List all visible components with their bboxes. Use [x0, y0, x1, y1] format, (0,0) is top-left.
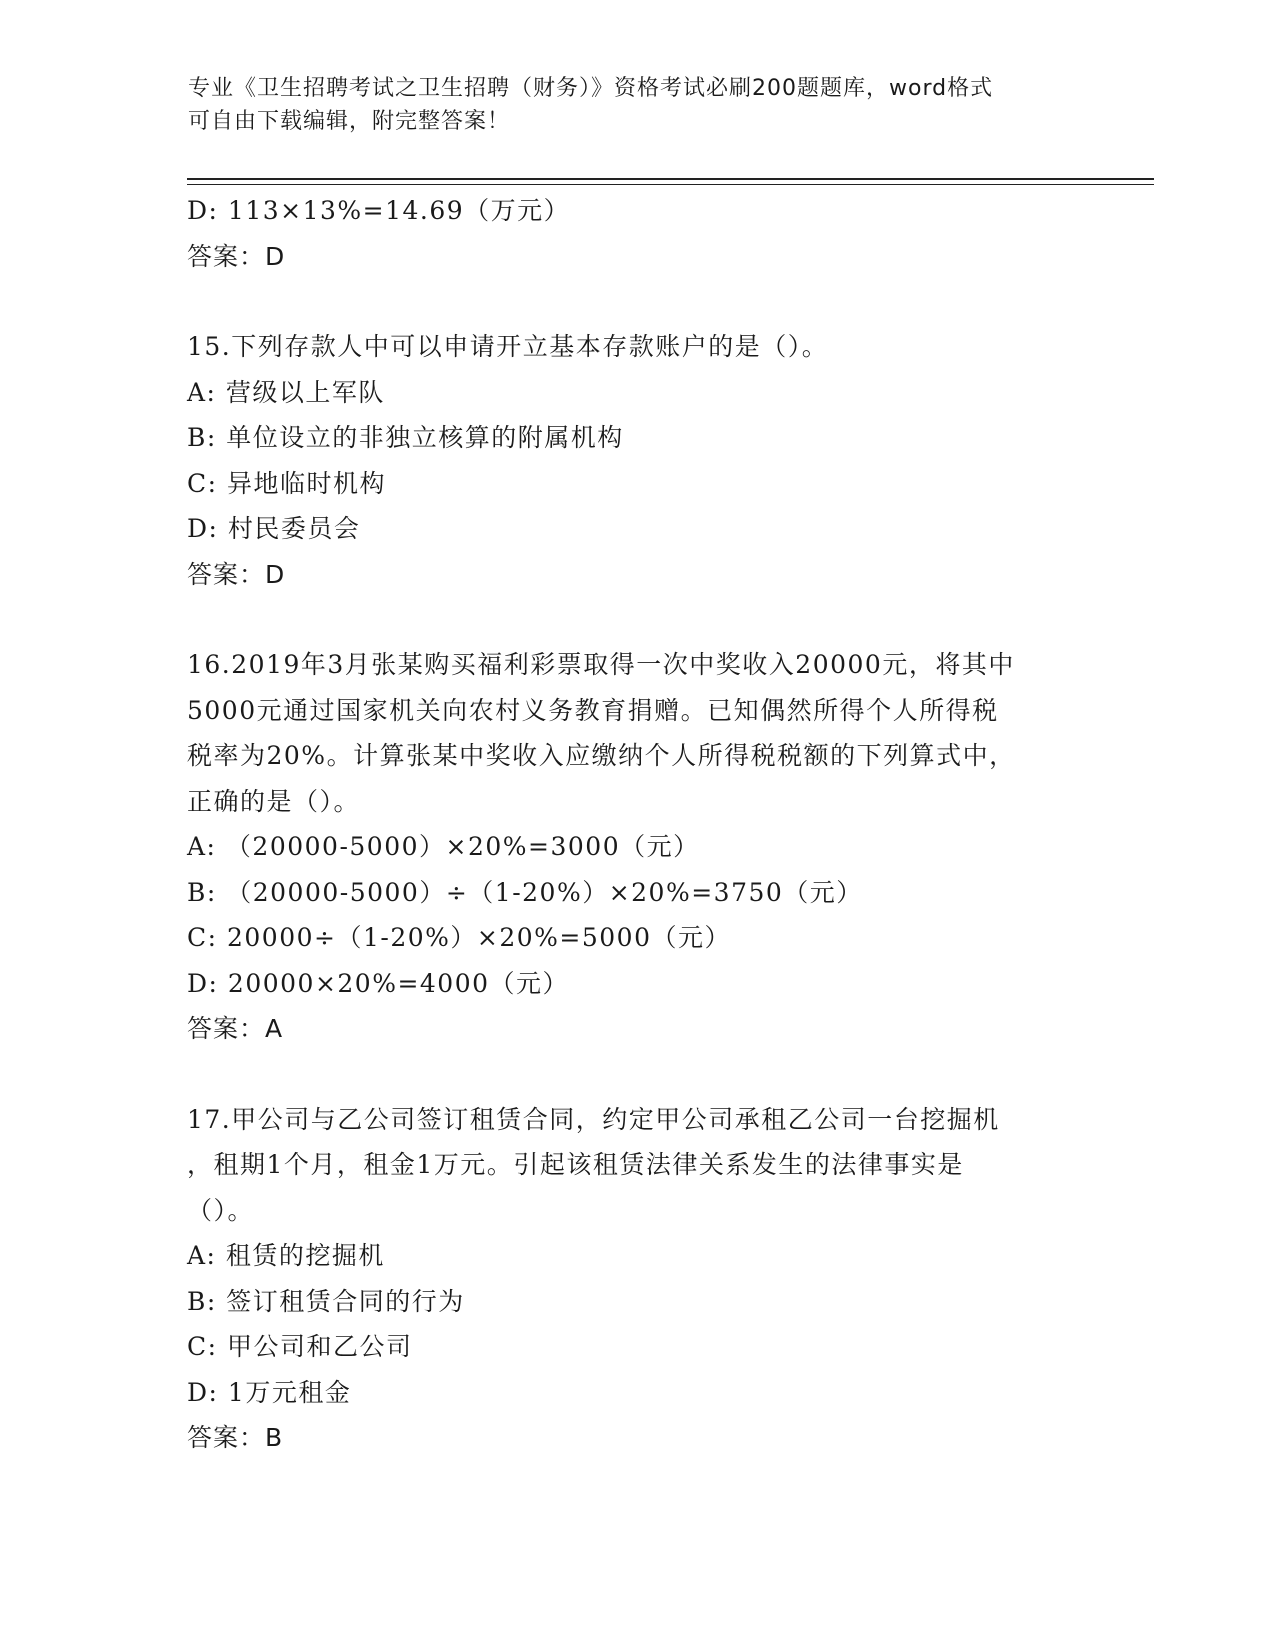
spacer [187, 1052, 1087, 1097]
spacer [187, 597, 1087, 642]
question-text-line-1: 16.2019年3月张某购买福利彩票取得一次中奖收入20000元，将其中 [187, 650, 1015, 679]
option-b: B: （20000-5000）÷（1-20%）×20%=3750（元） [187, 877, 863, 907]
question-text-line-1: 17.甲公司与乙公司签订租赁合同，约定甲公司承租乙公司一台挖掘机 [187, 1104, 1000, 1134]
spacer [187, 279, 1087, 324]
option-d: D: 村民委员会 [187, 514, 361, 543]
page-header [188, 72, 1088, 138]
question-text: 15.下列存款人中可以申请开立基本存款账户的是（）。 [187, 332, 829, 361]
answer-line: 答案：A [187, 1014, 284, 1043]
option-d: D: 20000×20%=4000（元） [187, 968, 570, 998]
answer-line: 答案：D [187, 241, 286, 271]
header-divider-thin [187, 184, 1154, 185]
question-text-line-3: （）。 [187, 1195, 255, 1225]
option-a: A: 租赁的挖掘机 [187, 1241, 385, 1270]
option-c: C: 甲公司和乙公司 [187, 1332, 413, 1361]
option-d: D: 113×13%=14.69（万元） [187, 196, 571, 225]
question-text-line-2: 5000元通过国家机关向农村义务教育捐赠。已知偶然所得个人所得税 [187, 695, 999, 725]
header-divider-thick [187, 178, 1154, 180]
option-a: A: （20000-5000）×20%=3000（元） [187, 832, 700, 861]
question-text-line-2: ，租期1个月，租金1万元。引起该租赁法律关系发生的法律事实是 [187, 1150, 964, 1179]
answer-line: 答案：B [187, 1423, 284, 1452]
header-line-1: 专业《卫生招聘考试之卫生招聘（财务）》资格考试必刷200题题库，word格式 [188, 76, 994, 101]
previous-question-tail [187, 188, 1087, 279]
answer-line: 答案：D [187, 559, 286, 589]
option-b: B: 单位设立的非独立核算的附属机构 [187, 423, 624, 452]
option-d: D: 1万元租金 [187, 1377, 352, 1407]
question-16 [187, 642, 1087, 1052]
question-15 [187, 324, 1087, 597]
header-line-2: 可自由下载编辑，附完整答案！ [188, 109, 511, 134]
option-c: C: 20000÷（1-20%）×20%=5000（元） [187, 923, 731, 952]
option-a: A: 营级以上军队 [187, 377, 385, 407]
question-text-line-3: 税率为20%。计算张某中奖收入应缴纳个人所得税税额的下列算式中， [187, 741, 1016, 770]
option-c: C: 异地临时机构 [187, 468, 386, 498]
question-17 [187, 1097, 1087, 1461]
option-b: B: 签订租赁合同的行为 [187, 1286, 465, 1316]
question-text-line-4: 正确的是（）。 [187, 786, 361, 816]
question-content [187, 188, 1087, 1461]
